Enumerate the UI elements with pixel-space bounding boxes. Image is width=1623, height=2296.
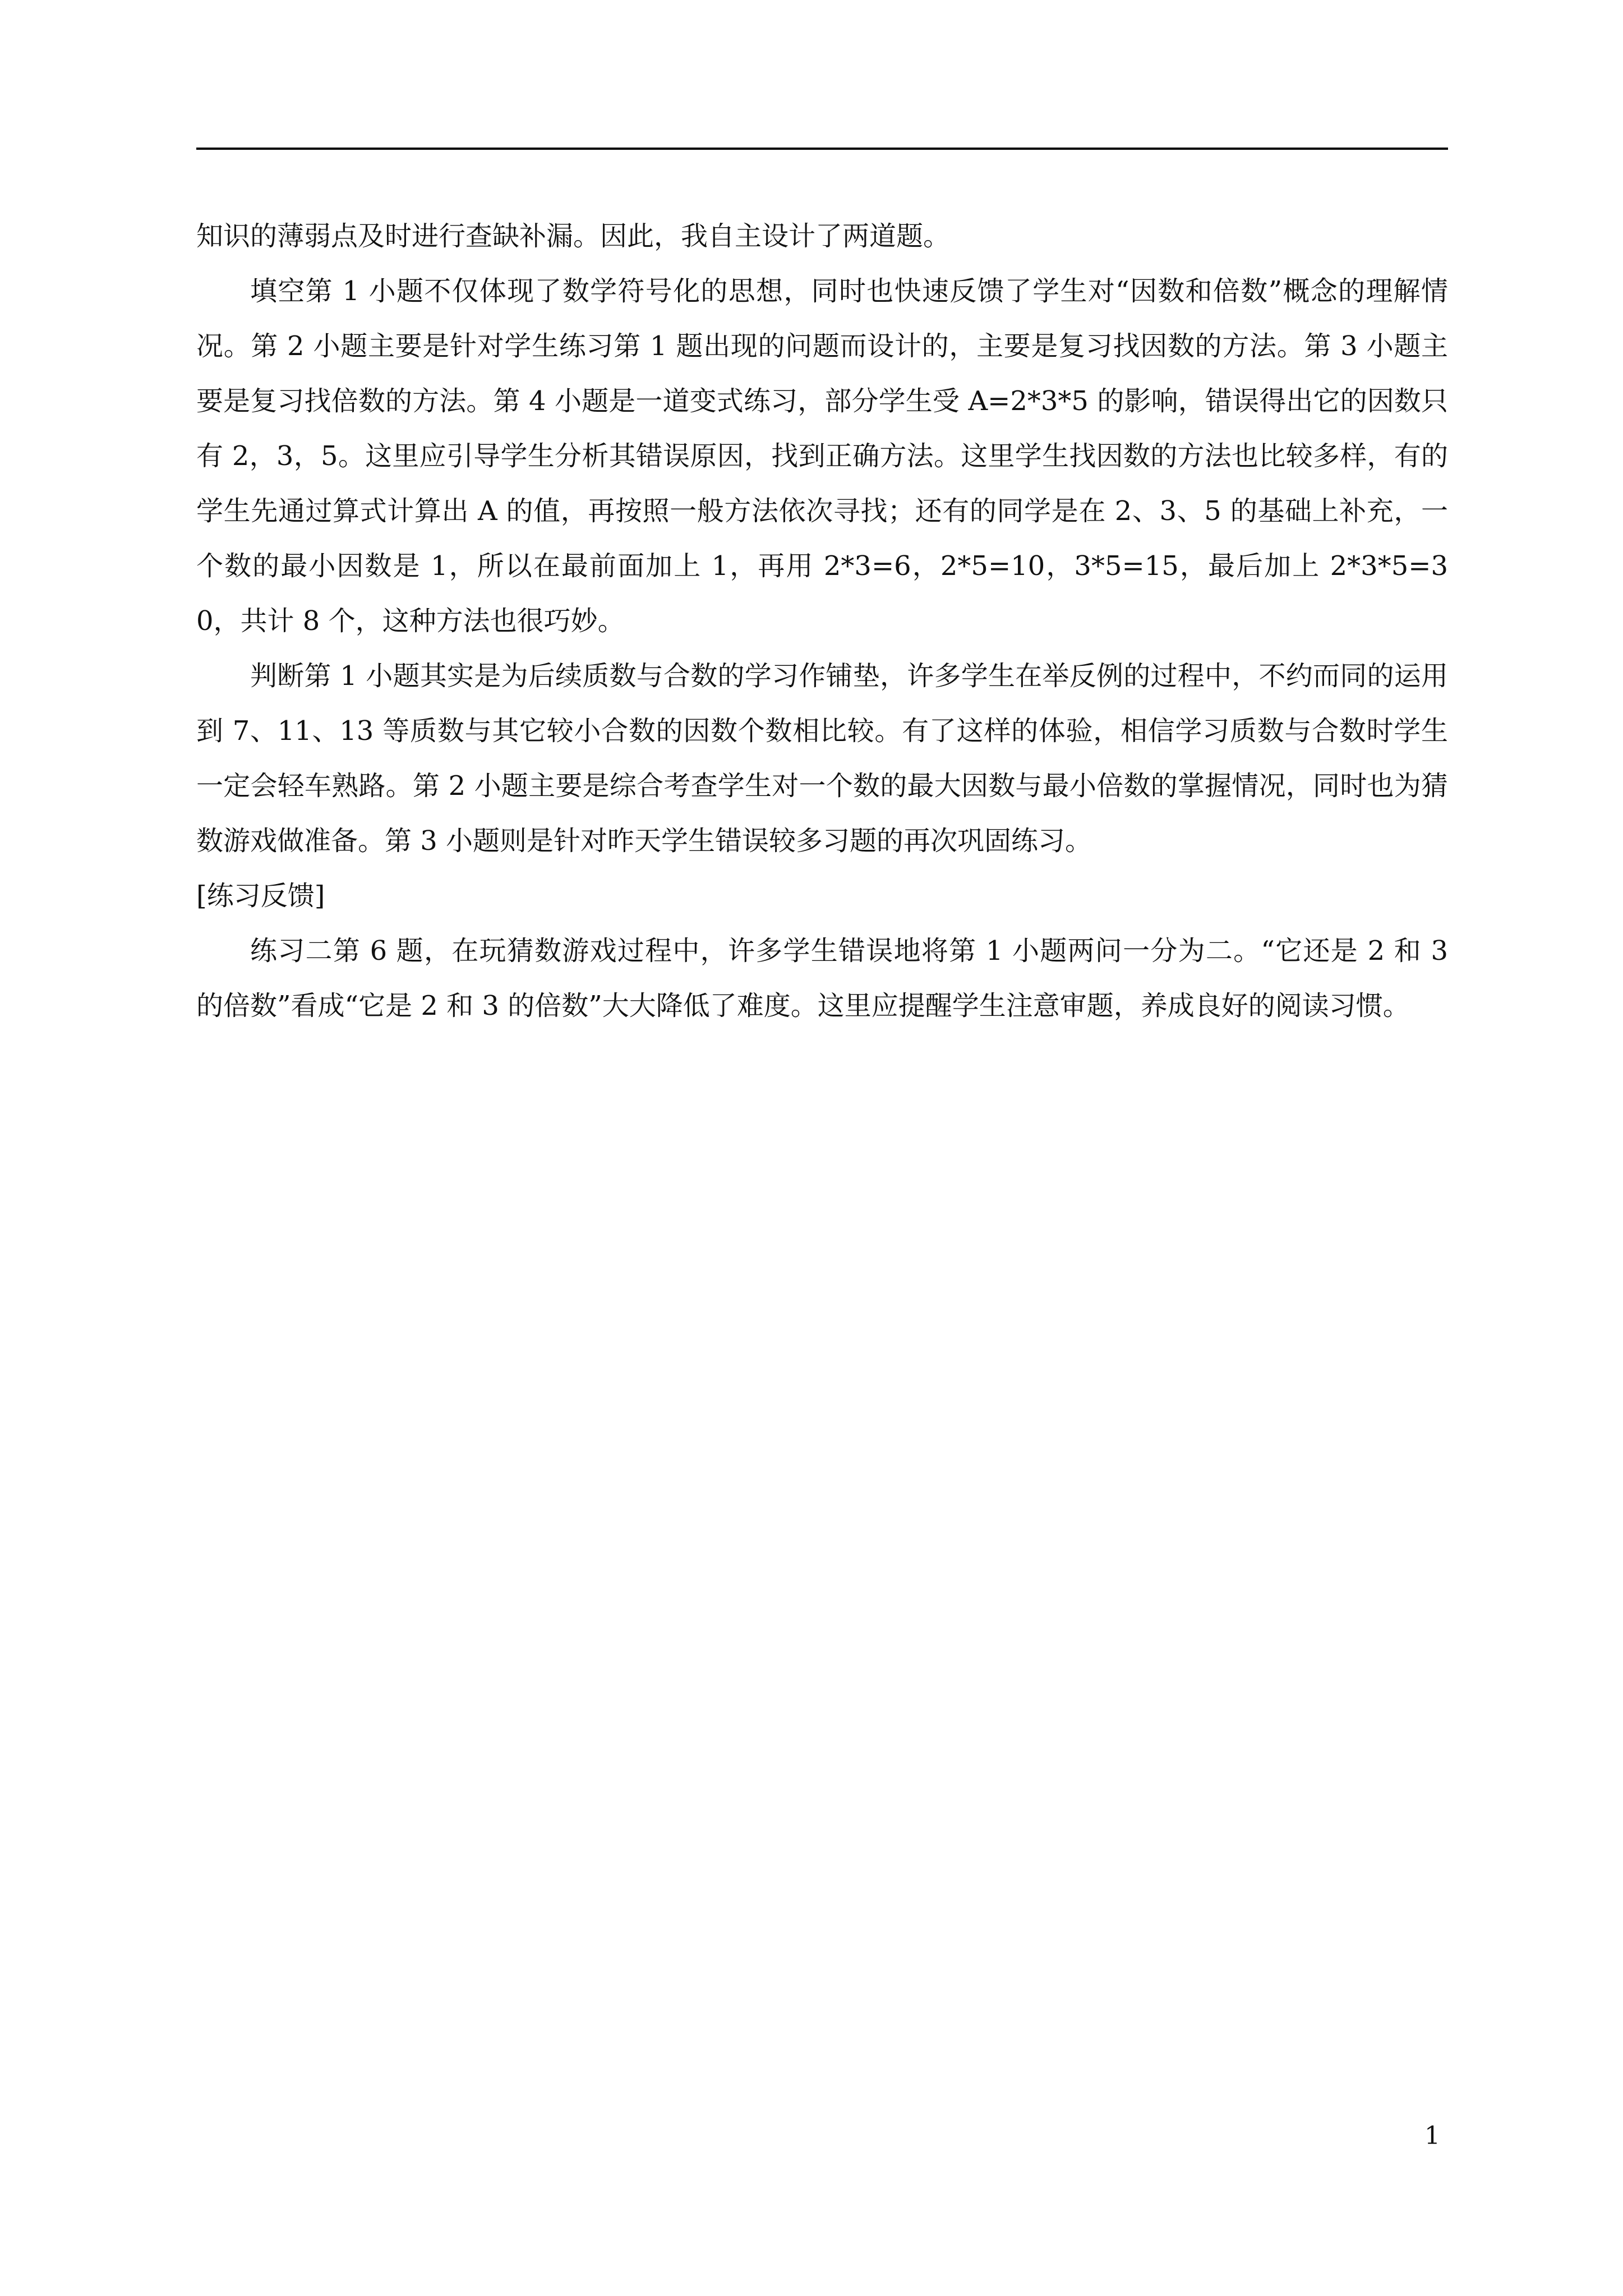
paragraph-practice-feedback: 练习二第 6 题，在玩猜数游戏过程中，许多学生错误地将第 1 小题两问一分为二。“它还是 2 和 3 的倍数”看成“它是 2 和 3 的倍数”大大降低了难度。这里应提醒学生注意审题，养成良好的阅读习惯。: [196, 935, 1448, 1022]
paragraph-true-false-questions: 判断第 1 小题其实是为后续质数与合数的学习作铺垫，许多学生在举反例的过程中，不约而同的运用到 7、11、13 等质数与其它较小合数的因数个数相比较。有了这样的体验，相信学习质数与合数时学生一定会轻车熟路。第 2 小题主要是综合考查学生对一个数的最大因数与最小倍数的掌握情况，同时也为猜数游戏做准备。第 3 小题则是针对昨天学生错误较多习题的再次巩固练习。: [196, 660, 1448, 857]
paragraph-fill-in-questions: 填空第 1 小题不仅体现了数学符号化的思想，同时也快速反馈了学生对“因数和倍数”概念的理解情况。第 2 小题主要是针对学生练习第 1 题出现的问题而设计的，主要是复习找因数的方法。第 3 小题主要是复习找倍数的方法。第 4 小题是一道变式练习，部分学生受 A=2*3*5 的影响，错误得出它的因数只有 2，3，5。这里应引导学生分析其错误原因，找到正确方法。这里学生找因数的方法也比较多样，有的学生先通过算式计算出 A 的值，再按照一般方法依次寻找；还有的同学是在 2、3、5 的基础上补充，一个数的最小因数是 1，所以在最前面加上 1，再用 2*3=6，2*5=10，3*5=15，最后加上 2*3*5=30，共计 8 个，这种方法也很巧妙。: [196, 275, 1448, 637]
section-heading-practice-feedback: [练习反馈]: [196, 880, 325, 912]
paragraph-continuation: 知识的薄弱点及时进行查缺补漏。因此，我自主设计了两道题。: [196, 220, 951, 252]
page-number: 1: [1424, 2122, 1440, 2150]
document-body: [196, 209, 1448, 1033]
header-rule: [196, 148, 1448, 150]
